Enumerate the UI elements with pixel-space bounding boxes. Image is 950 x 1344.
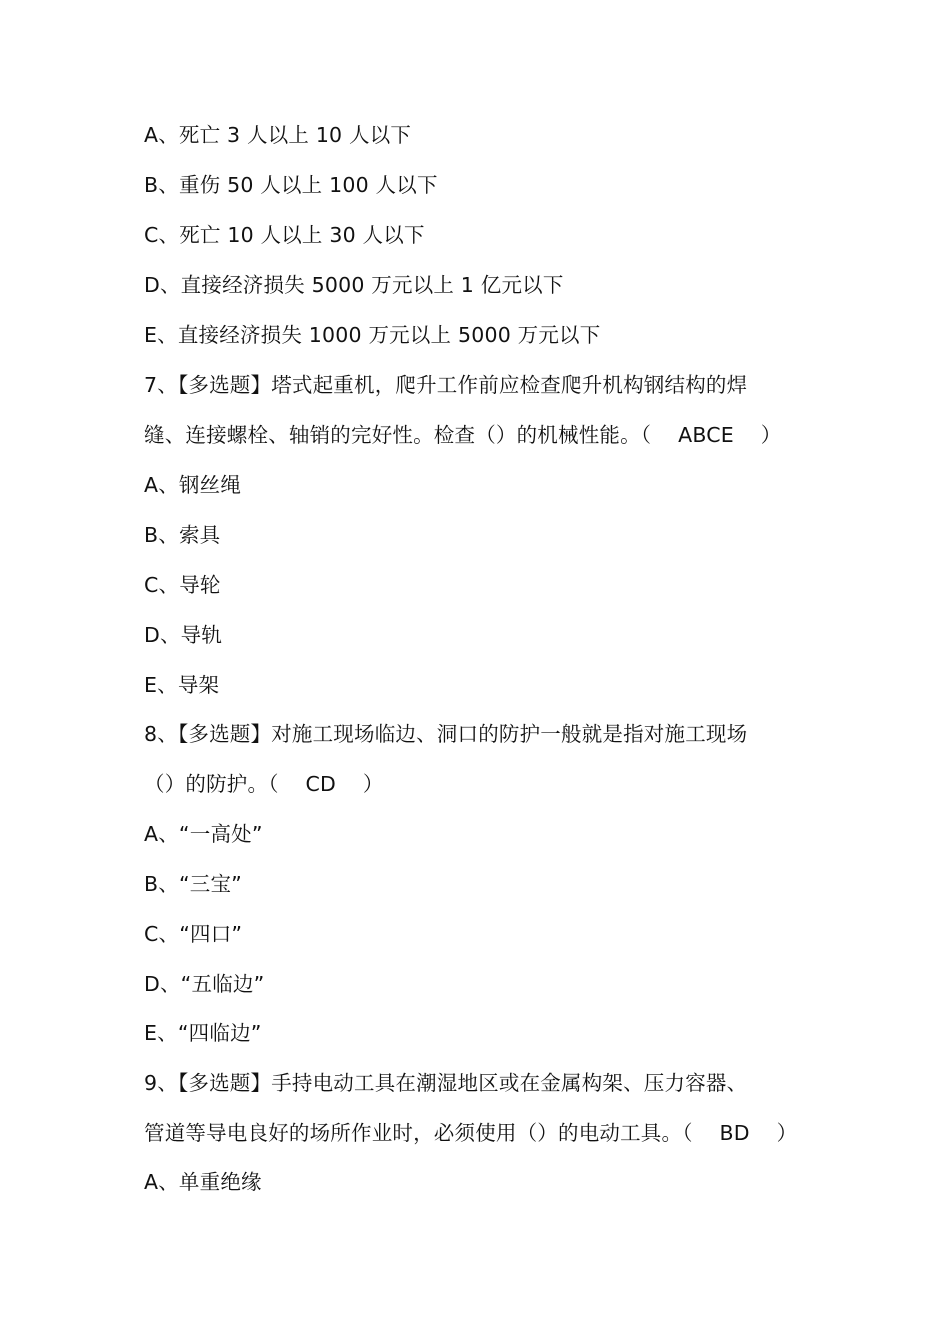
option-line: D、导轨 [144,623,223,647]
option-line: B、“三宝” [144,872,243,896]
question-line: 缝、连接螺栓、轴销的完好性。检查（）的机械性能。（ ABCE ） [144,423,782,447]
option-line: A、钢丝绳 [144,473,242,497]
option-line: A、“一高处” [144,822,263,846]
question-line: 8、【多选题】对施工现场临边、洞口的防护一般就是指对施工现场 [144,722,748,746]
option-line: C、“四口” [144,922,243,946]
option-line: D、直接经济损失 5000 万元以上 1 亿元以下 [144,273,564,297]
question-line: （）的防护。（ CD ） [144,772,384,796]
question-line: 管道等导电良好的场所作业时，必须使用（）的电动工具。（ BD ） [144,1121,798,1145]
option-line: D、“五临边” [144,972,265,996]
option-line: E、导架 [144,673,220,697]
question-line: 9、【多选题】手持电动工具在潮湿地区或在金属构架、压力容器、 [144,1071,748,1095]
option-line: B、重伤 50 人以上 100 人以下 [144,173,438,197]
option-line: C、导轮 [144,573,221,597]
option-line: C、死亡 10 人以上 30 人以下 [144,223,425,247]
option-line: E、“四临边” [144,1021,262,1045]
option-line: A、死亡 3 人以上 10 人以下 [144,123,412,147]
option-line: B、索具 [144,523,221,547]
question-line: 7、【多选题】塔式起重机，爬升工作前应检查爬升机构钢结构的焊 [144,373,748,397]
option-line: A、单重绝缘 [144,1170,262,1194]
option-line: E、直接经济损失 1000 万元以上 5000 万元以下 [144,323,601,347]
